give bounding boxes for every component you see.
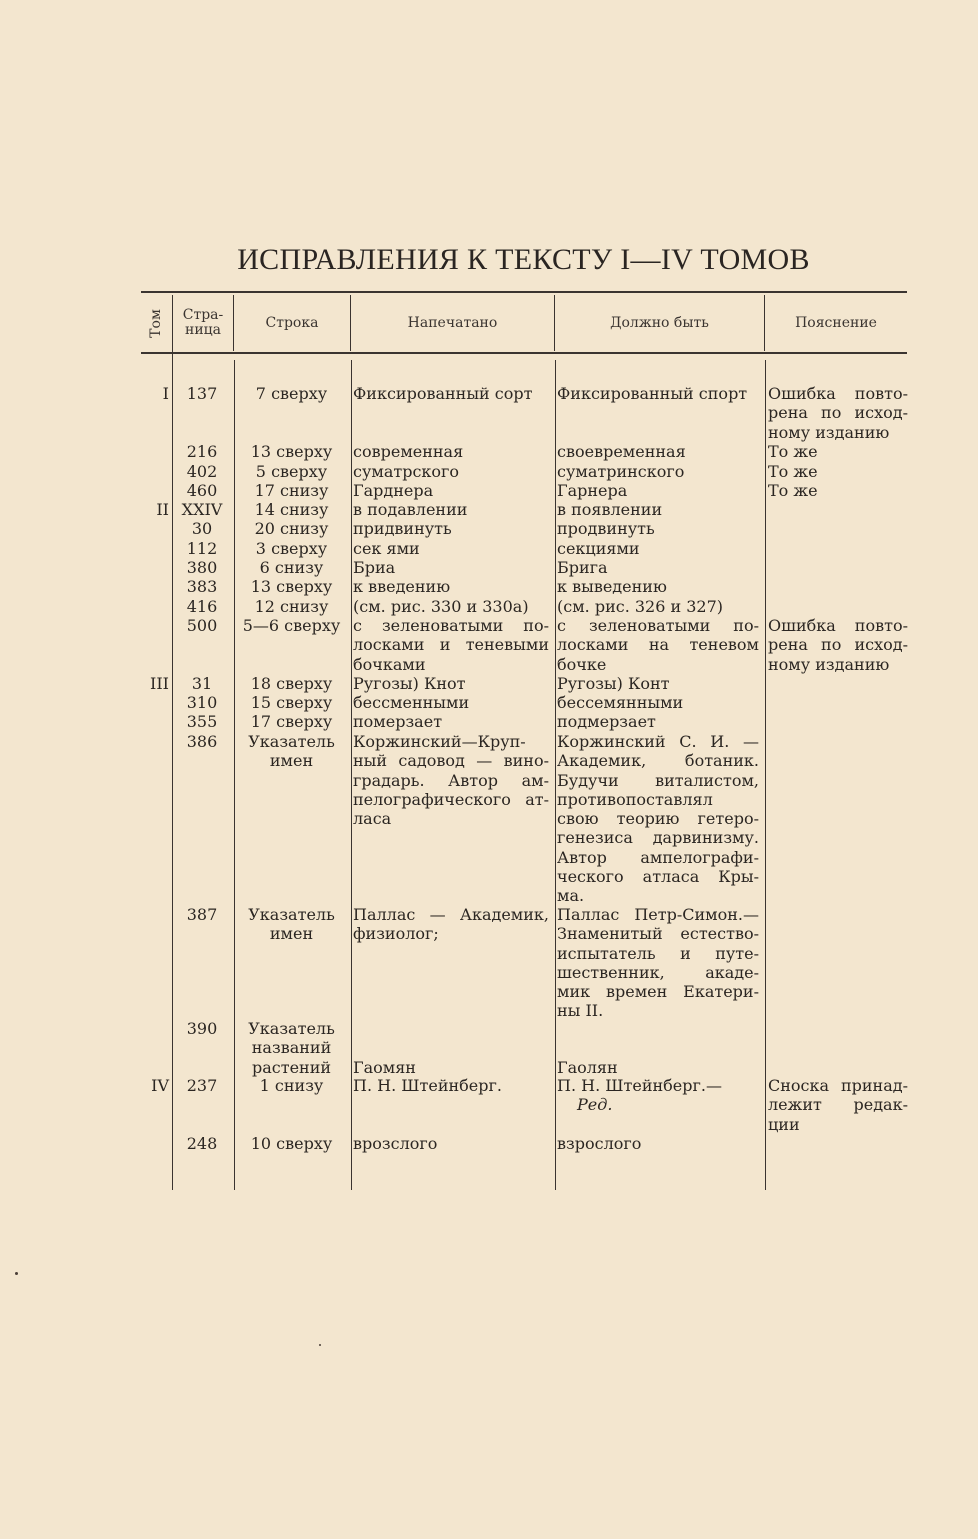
cell-printed (353, 384, 549, 403)
cell-correct (557, 539, 759, 558)
cell-correct-line: секциями (557, 539, 640, 558)
cell-correct (557, 597, 759, 616)
cell-printed (353, 674, 549, 693)
cell-line (234, 905, 349, 944)
cell-printed-line: современная (353, 442, 464, 461)
cell-correct-line: Ругозы) Конт (557, 674, 670, 693)
cell-printed-line: Паллас — Академик, (353, 905, 549, 924)
cell-page: 500 (186, 616, 218, 635)
cell-correct (557, 500, 759, 519)
cell-printed-line (353, 1019, 549, 1038)
cell-correct-line: П. Н. Штейнберг.— (557, 1076, 722, 1095)
cell-line-line: Указатель (248, 905, 335, 924)
cell-correct-line: ма. (557, 886, 585, 906)
cell-line (234, 577, 349, 596)
cell-tom: IV (151, 1076, 169, 1095)
cell-line (234, 597, 349, 616)
cell-correct-line: в появлении (557, 500, 663, 519)
cell-correct (557, 1019, 759, 1077)
header-printed: Напечатано (407, 314, 498, 331)
header-tom: Том (148, 308, 164, 338)
cell-correct (557, 674, 759, 693)
cell-printed (353, 481, 549, 500)
cell-printed (353, 558, 549, 577)
cell-printed-line: с зеленоватыми по- (353, 616, 549, 635)
cell-printed (353, 597, 549, 616)
cell-correct-line: Паллас Петр-Симон.— (557, 905, 759, 924)
cell-correct-line: свою теорию гетеро- (557, 809, 759, 829)
cell-line-line: имен (269, 924, 314, 944)
cell-note (768, 481, 908, 500)
cell-page: 137 (186, 384, 218, 403)
cell-correct (557, 577, 759, 596)
header-correct: Должно быть (610, 314, 709, 331)
cell-printed (353, 1076, 549, 1095)
cell-line (234, 481, 349, 500)
cell-note (768, 384, 908, 442)
cell-line-line: 18 сверху (250, 674, 333, 693)
cell-correct-line: Фиксированный спорт (557, 384, 748, 403)
cell-note-line: ции (768, 1114, 800, 1134)
cell-printed-line: бессменными (353, 693, 470, 712)
cell-note-line: То же (768, 462, 818, 481)
cell-page: 416 (186, 597, 218, 616)
cell-line-line: 5—6 сверху (242, 616, 341, 635)
header-page-line-1: Стра- (182, 307, 224, 323)
cell-line-line: 12 снизу (254, 597, 329, 616)
cell-printed-line: в подавлении (353, 500, 468, 519)
cell-printed (353, 462, 549, 481)
cell-note-line: Ошибка повто- (768, 384, 908, 403)
cell-printed-line: Фиксированный сорт (353, 384, 533, 403)
cell-printed (353, 539, 549, 558)
cell-page: 380 (186, 558, 218, 577)
cell-printed-line: лосками и теневыми (353, 635, 549, 655)
cell-correct-line: Гаолян (557, 1057, 618, 1077)
cell-tom: II (156, 500, 169, 519)
cell-line (234, 442, 349, 461)
cell-correct (557, 732, 759, 906)
column-divider (765, 360, 766, 1190)
cell-printed (353, 616, 549, 674)
cell-line (234, 1019, 349, 1077)
cell-printed (353, 500, 549, 519)
cell-page: 383 (186, 577, 218, 596)
cell-line (234, 732, 349, 771)
cell-printed-line: суматрского (353, 462, 460, 481)
cell-printed-line: сек ями (353, 539, 420, 558)
cell-line (234, 462, 349, 481)
cell-correct-line: своевременная (557, 442, 686, 461)
cell-line-line: Указатель (248, 732, 335, 751)
cell-line-line: 17 сверху (250, 712, 333, 731)
cell-line (234, 616, 349, 635)
cell-note-line: лежит редак- (768, 1095, 908, 1115)
cell-printed-line: придвинуть (353, 519, 452, 538)
cell-correct (557, 481, 759, 500)
cell-printed-line: (см. рис. 330 и 330а) (353, 597, 529, 616)
cell-line-line: 3 сверху (255, 539, 328, 558)
cell-correct-line: мик времен Екатери- (557, 982, 759, 1002)
header-note: Пояснение (795, 314, 877, 331)
cell-line (234, 1134, 349, 1153)
cell-line-line: 20 снизу (254, 519, 329, 538)
cell-correct-line: ческого атласа Кры- (557, 867, 759, 887)
cell-note-line: рена по исход- (768, 635, 908, 655)
table-header-rule (141, 352, 907, 354)
cell-note-line: ному изданию (768, 654, 890, 674)
cell-correct-line: бессемянными (557, 693, 684, 712)
column-divider (555, 360, 556, 1190)
cell-page: 386 (186, 732, 218, 751)
cell-correct (557, 616, 759, 674)
cell-correct (557, 1134, 759, 1153)
cell-correct-line: Академик, ботаник. (557, 751, 759, 771)
cell-printed (353, 1019, 549, 1077)
cell-page: 310 (186, 693, 218, 712)
cell-correct-line: Гарнера (557, 481, 628, 500)
cell-printed (353, 693, 549, 712)
cell-line-line: 1 снизу (259, 1076, 324, 1095)
cell-page: 355 (186, 712, 218, 731)
cell-note-line: Ошибка повто- (768, 616, 908, 635)
cell-correct (557, 905, 759, 1021)
cell-printed-line: бочками (353, 654, 426, 674)
cell-printed (353, 519, 549, 538)
cell-note (768, 462, 908, 481)
cell-line-line: Указатель (248, 1019, 335, 1038)
cell-correct-line: Автор ампелографи- (557, 847, 759, 867)
cell-tom: I (162, 384, 169, 403)
cell-correct-line: Знаменитый естество- (557, 924, 759, 944)
cell-printed-line: физиолог; (353, 924, 439, 944)
cell-tom: III (150, 674, 169, 693)
cell-line-line: имен (269, 751, 314, 771)
cell-printed (353, 905, 549, 944)
cell-correct-line: испытатель и путе- (557, 943, 759, 963)
cell-line (234, 712, 349, 731)
cell-correct (557, 442, 759, 461)
header-line: Строка (265, 314, 319, 331)
cell-correct-line: лосками на теневом (557, 635, 759, 655)
cell-line (234, 1076, 349, 1095)
cell-note (768, 1076, 908, 1134)
cell-printed-line: пелографического ат- (353, 789, 549, 809)
cell-page: 31 (191, 674, 213, 693)
cell-line (234, 693, 349, 712)
cell-line (234, 384, 349, 403)
cell-page: 390 (186, 1019, 218, 1038)
cell-correct (557, 712, 759, 731)
cell-printed (353, 1134, 549, 1153)
cell-printed-line: Коржинский—Круп- (353, 732, 526, 751)
cell-line-line: 14 снизу (254, 500, 329, 519)
cell-line (234, 674, 349, 693)
cell-correct-line: продвинуть (557, 519, 655, 538)
cell-correct-line: Коржинский С. И. — (557, 732, 759, 751)
cell-printed-line: градарь. Автор ам- (353, 770, 549, 790)
cell-line (234, 558, 349, 577)
cell-printed-line: П. Н. Штейнберг. (353, 1076, 502, 1095)
cell-line-line: 7 сверху (255, 384, 328, 403)
cell-note (768, 616, 908, 674)
cell-printed (353, 442, 549, 461)
cell-printed-line: врозслого (353, 1134, 438, 1153)
cell-correct-italic: Ред. (577, 1095, 613, 1115)
cell-page: 30 (191, 519, 213, 538)
cell-printed-line: ный садовод — вино- (353, 751, 549, 771)
cell-line-line: 15 сверху (250, 693, 333, 712)
cell-correct-line: Будучи виталистом, (557, 770, 759, 790)
cell-line (234, 519, 349, 538)
cell-correct-line: (см. рис. 326 и 327) (557, 597, 724, 616)
cell-line-line: растений (251, 1057, 332, 1077)
page-title: ИСПРАВЛЕНИЯ К ТЕКСТУ I—IV ТОМОВ (237, 243, 810, 276)
cell-printed (353, 577, 549, 596)
cell-printed-line: Гарднера (353, 481, 434, 500)
cell-note (768, 442, 908, 461)
cell-correct-line: бочке (557, 654, 607, 674)
cell-page: 460 (186, 481, 218, 500)
cell-printed-line: Бриа (353, 558, 396, 577)
cell-page: 112 (186, 539, 218, 558)
cell-printed-line: Гаомян (353, 1057, 416, 1077)
cell-page: 387 (186, 905, 218, 924)
cell-correct-line: Брига (557, 558, 608, 577)
cell-note-line: То же (768, 481, 818, 500)
cell-correct (557, 462, 759, 481)
cell-correct (557, 1076, 759, 1115)
cell-line-line: названий (251, 1038, 332, 1058)
header-page-line-2: ница (184, 322, 221, 338)
cell-correct-line: с зеленоватыми по- (557, 616, 759, 635)
cell-line-line: 13 сверху (250, 442, 333, 461)
cell-page: 248 (186, 1134, 218, 1153)
cell-line (234, 539, 349, 558)
cell-line-line: 17 снизу (254, 481, 329, 500)
cell-printed-line: померзает (353, 712, 443, 731)
cell-correct-line: суматринского (557, 462, 685, 481)
cell-correct-line: подмерзает (557, 712, 656, 731)
cell-note-line: ному изданию (768, 422, 890, 442)
cell-printed (353, 732, 549, 828)
cell-correct-line: генезиса дарвинизму. (557, 828, 759, 848)
cell-line-line: 10 сверху (250, 1134, 333, 1153)
cell-printed-line: к введению (353, 577, 451, 596)
cell-printed (353, 712, 549, 731)
cell-correct-line: ны II. (557, 1001, 604, 1021)
cell-page: 402 (186, 462, 218, 481)
table-top-rule (141, 291, 907, 293)
cell-correct-line: шественник, акаде- (557, 962, 759, 982)
cell-correct-line: противопоставлял (557, 789, 713, 809)
cell-correct (557, 558, 759, 577)
cell-line-line: 13 сверху (250, 577, 333, 596)
cell-note-line: рена по исход- (768, 403, 908, 423)
header-page (173, 295, 233, 351)
cell-note-line: Сноска принад- (768, 1076, 908, 1095)
cell-correct-line (557, 1038, 759, 1057)
cell-printed-line (353, 1038, 549, 1057)
cell-line-line: 5 сверху (255, 462, 328, 481)
cell-correct (557, 384, 759, 403)
cell-correct-line: взрослого (557, 1134, 642, 1153)
cell-page: 216 (186, 442, 218, 461)
cell-line (234, 500, 349, 519)
cell-page: XXIV (181, 500, 223, 519)
cell-correct (557, 693, 759, 712)
cell-line-line: 6 снизу (259, 558, 324, 577)
cell-page: 237 (186, 1076, 218, 1095)
cell-note-line: То же (768, 442, 818, 461)
cell-correct-line (557, 1019, 759, 1038)
column-divider (351, 360, 352, 1190)
cell-printed-line: Ругозы) Кнот (353, 674, 466, 693)
print-speck (15, 1272, 18, 1275)
cell-correct-line: к выведению (557, 577, 667, 596)
print-speck (319, 1344, 321, 1346)
cell-printed-line: ласа (353, 809, 392, 829)
cell-correct (557, 519, 759, 538)
